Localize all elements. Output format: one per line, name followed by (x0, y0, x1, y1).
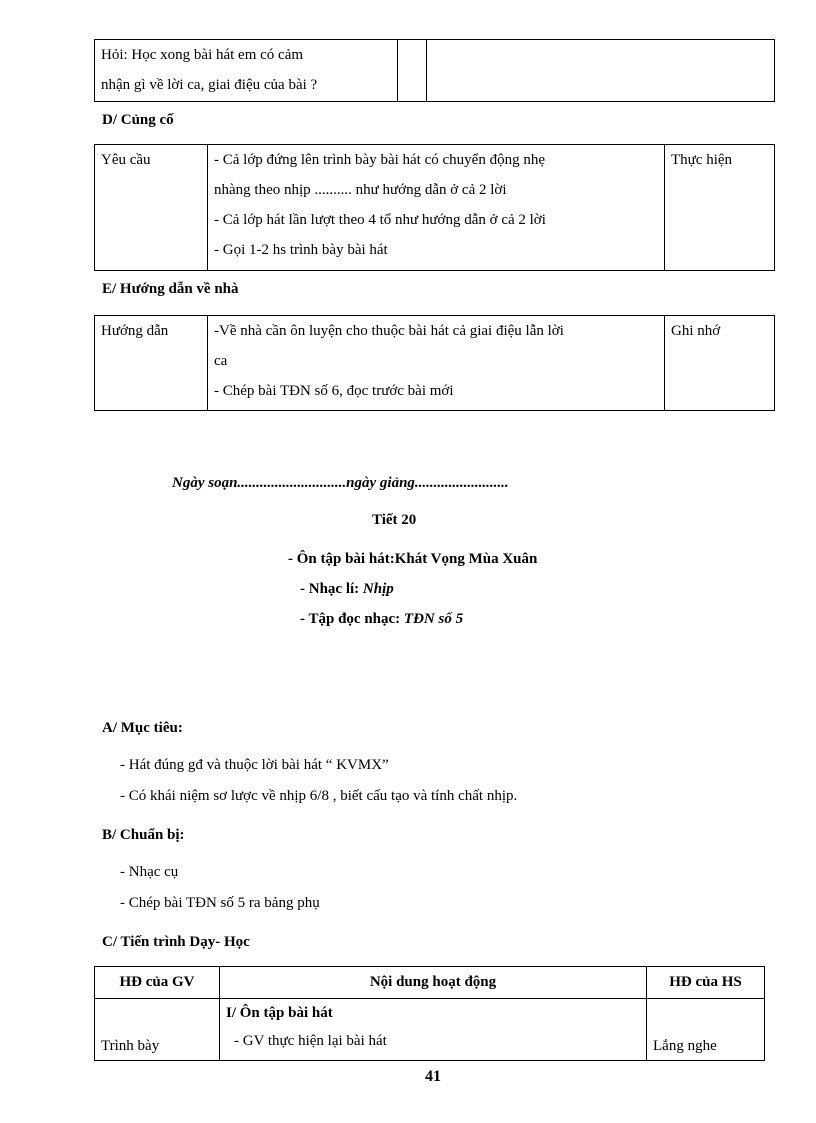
section-b-item: - Chép bài TĐN số 5 ra bảng phụ (120, 895, 320, 911)
lesson-item-1 (288, 551, 537, 568)
row-hs-text: Lắng nghe (653, 1038, 717, 1054)
item-value: TĐN số 5 (403, 611, 464, 627)
lesson-item-3 (300, 611, 463, 628)
section-c-table (94, 966, 765, 1061)
section-d-col1: Yêu cầu (95, 145, 208, 271)
content-line: ca (214, 353, 228, 369)
item-prefix: - Ôn tập bài hát: (288, 551, 395, 567)
row-content (220, 999, 647, 1061)
page-number: 41 (425, 1068, 441, 1085)
section-d-heading: D/ Củng cố (102, 112, 174, 128)
section-a-heading: A/ Mục tiêu: (102, 720, 183, 736)
lesson-item-2 (300, 581, 394, 598)
content-line: - Cả lớp hát lần lượt theo 4 tổ như hướng dẫn ở cả 2 lời (214, 212, 546, 228)
question-line: nhận gì về lời ca, giai điệu của bài ? (101, 77, 318, 93)
question-cell (95, 40, 398, 102)
section-c-heading: C/ Tiến trình Dạy- Học (102, 934, 250, 950)
content-line: nhàng theo nhịp .......... như hướng dẫn ở cả 2 lời (214, 182, 507, 198)
header-content: Nội dung hoạt động (220, 967, 647, 999)
section-b-item: - Nhạc cụ (120, 864, 179, 880)
section-e-col1: Hướng dẫn (95, 316, 208, 411)
content-line: - Cả lớp đứng lên trình bày bài hát có chuyển động nhẹ (214, 152, 545, 168)
item-value: Nhịp (362, 581, 394, 597)
section-a-item: - Hát đúng gđ và thuộc lời bài hát “ KVMX” (120, 757, 389, 773)
content-line: - Gọi 1-2 hs trình bày bài hát (214, 242, 388, 258)
section-d-content (208, 145, 665, 271)
section-e-content (208, 316, 665, 411)
empty-cell (427, 40, 775, 102)
question-line: Hỏi: Học xong bài hát em có cảm (101, 47, 304, 63)
section-e-col3: Ghi nhớ (665, 316, 775, 411)
item-prefix: - Tập đọc nhạc: (300, 611, 404, 627)
header-hs: HĐ của HS (647, 967, 765, 999)
content-line: - Chép bài TĐN số 6, đọc trước bài mới (214, 383, 454, 399)
row-gv-text: Trình bày (101, 1038, 160, 1054)
empty-cell (398, 40, 427, 102)
section-e-table (94, 315, 775, 411)
top-table (94, 39, 775, 102)
header-gv: HĐ của GV (95, 967, 220, 999)
section-d-col3: Thực hiện (665, 145, 775, 271)
content-line: -Về nhà cần ôn luyện cho thuộc bài hát cả giai điệu lẫn lời (214, 323, 564, 339)
section-d-table (94, 144, 775, 271)
row-gv (95, 999, 220, 1061)
row-heading: I/ Ôn tập bài hát (226, 1005, 333, 1021)
row-hs (647, 999, 765, 1061)
section-b-heading: B/ Chuẩn bị: (102, 827, 185, 843)
section-e-heading: E/ Hướng dẫn về nhà (102, 281, 239, 297)
lesson-title: Tiết 20 (372, 512, 417, 528)
section-a-item: - Có khái niệm sơ lược về nhịp 6/8 , biết cấu tạo và tính chất nhịp. (120, 788, 518, 804)
date-line: Ngày soạn.............................ngày giảng......................... (172, 475, 509, 491)
item-prefix: - Nhạc lí: (300, 581, 363, 597)
row-content-text: - GV thực hiện lại bài hát (234, 1033, 387, 1049)
item-value: Khát Vọng Mùa Xuân (394, 551, 538, 567)
